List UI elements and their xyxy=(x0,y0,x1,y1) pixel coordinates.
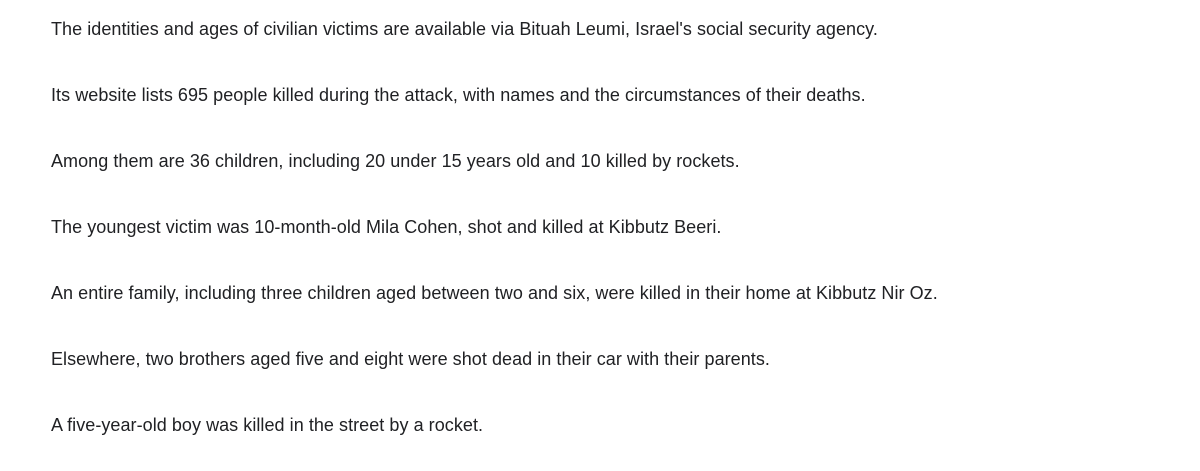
paragraph-6: Elsewhere, two brothers aged five and eight were shot dead in their car with their parents. xyxy=(51,349,770,369)
paragraph-2: Its website lists 695 people killed during the attack, with names and the circumstances of their deaths. xyxy=(51,85,866,105)
paragraph-1: The identities and ages of civilian victims are available via Bituah Leumi, Israel's social security agency. xyxy=(51,19,878,39)
paragraph-7: A five-year-old boy was killed in the street by a rocket. xyxy=(51,415,484,435)
paragraph-5: An entire family, including three children aged between two and six, were killed in their home at Kibbutz Nir Oz. xyxy=(51,283,938,303)
paragraph-4: The youngest victim was 10-month-old Mila Cohen, shot and killed at Kibbutz Beeri. xyxy=(51,217,722,237)
paragraph-3: Among them are 36 children, including 20 under 15 years old and 10 killed by rockets. xyxy=(51,151,740,171)
